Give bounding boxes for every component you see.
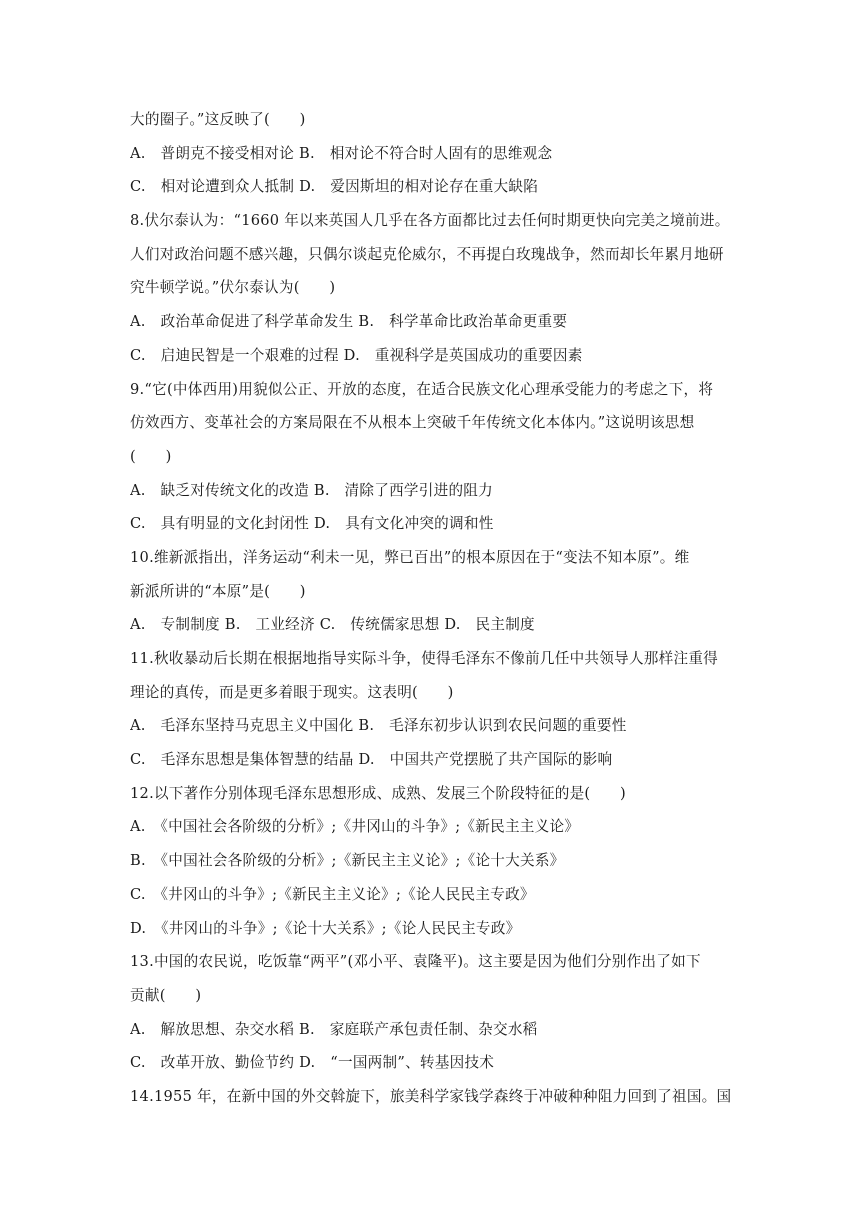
question-stem-line: 12.以下著作分别体现毛泽东思想形成、成熟、发展三个阶段特征的是( ) bbox=[130, 784, 627, 802]
question-stem-line: 8.伏尔泰认为：“1660 年以来英国人几乎在各方面都比过去任何时期更快向完美之境前进。 bbox=[130, 212, 730, 230]
answer-option-line: A. 缺乏对传统文化的改造 B. 清除了西学引进的阻力 bbox=[130, 481, 493, 499]
answer-option-line: C. 相对论遭到众人抵制 D. 爱因斯坦的相对论存在重大缺陷 bbox=[130, 178, 539, 196]
question-stem-line: 新派所讲的“本原”是( ) bbox=[130, 582, 306, 600]
answer-option-line: C. 《井冈山的斗争》;《新民主主义论》;《论人民民主专政》 bbox=[130, 885, 535, 903]
answer-option-line: A. 专制制度 B. 工业经济 C. 传统儒家思想 D. 民主制度 bbox=[130, 616, 535, 634]
question-stem-line: 理论的真传，而是更多着眼于现实。这表明( ) bbox=[130, 683, 454, 701]
answer-option-line: C. 毛泽东思想是集体智慧的结晶 D. 中国共产党摆脱了共产国际的影响 bbox=[130, 751, 613, 769]
answer-option-line: A. 毛泽东坚持马克思主义中国化 B. 毛泽东初步认识到农民问题的重要性 bbox=[130, 717, 627, 735]
answer-option-line: C. 改革开放、勤俭节约 D. “一国两制”、转基因技术 bbox=[130, 1054, 495, 1072]
answer-option-line: C. 启迪民智是一个艰难的过程 D. 重视科学是英国成功的重要因素 bbox=[130, 346, 583, 364]
question-stem-line: 贡献( ) bbox=[130, 986, 202, 1004]
question-stem-line: 究牛顿学说。”伏尔泰认为( ) bbox=[130, 279, 336, 297]
question-stem-line: 14.1955 年，在新中国的外交斡旋下，旅美科学家钱学森终于冲破种种阻力回到了祖国。国 bbox=[130, 1087, 732, 1105]
question-stem-line: 10.维新派指出，洋务运动“利未一见，弊已百出”的根本原因在于“变法不知本原”。维 bbox=[130, 548, 690, 566]
question-stem-line: 人们对政治问题不感兴趣，只偶尔谈起克伦威尔，不再提白玫瑰战争，然而却长年累月地研 bbox=[130, 245, 724, 263]
answer-option-line: A. 《中国社会各阶级的分析》;《井冈山的斗争》;《新民主主义论》 bbox=[130, 818, 580, 836]
question-stem-line: 9.“它(中体西用)用貌似公正、开放的态度，在适合民族文化心理承受能力的考虑之下，将 bbox=[130, 380, 714, 398]
question-stem-line: 仿效西方、变革社会的方案局限在不从根本上突破千年传统文化本体内。”这说明该思想 bbox=[130, 414, 695, 432]
answer-option-line: A. 政治革命促进了科学革命发生 B. 科学革命比政治革命更重要 bbox=[130, 313, 568, 331]
answer-option-line: D. 《井冈山的斗争》;《论十大关系》;《论人民民主专政》 bbox=[130, 919, 521, 937]
question-stem-line: 13.中国的农民说，吃饭靠“两平”(邓小平、袁隆平)。这主要是因为他们分别作出了如下 bbox=[130, 953, 701, 971]
question-stem-line: 大的圈子。”这反映了( ) bbox=[130, 111, 306, 128]
question-stem-line: ( ) bbox=[130, 447, 172, 465]
question-stem-line: 11.秋收暴动后长期在根据地指导实际斗争，使得毛泽东不像前几任中共领导人那样注重得 bbox=[130, 650, 719, 667]
answer-option-line: A. 普朗克不接受相对论 B. 相对论不符合时人固有的思维观念 bbox=[130, 144, 553, 162]
answer-option-line: A. 解放思想、杂交水稻 B. 家庭联产承包责任制、杂交水稻 bbox=[130, 1020, 538, 1038]
answer-option-line: B. 《中国社会各阶级的分析》;《新民主主义论》;《论十大关系》 bbox=[130, 852, 565, 870]
answer-option-line: C. 具有明显的文化封闭性 D. 具有文化冲突的调和性 bbox=[130, 515, 494, 533]
